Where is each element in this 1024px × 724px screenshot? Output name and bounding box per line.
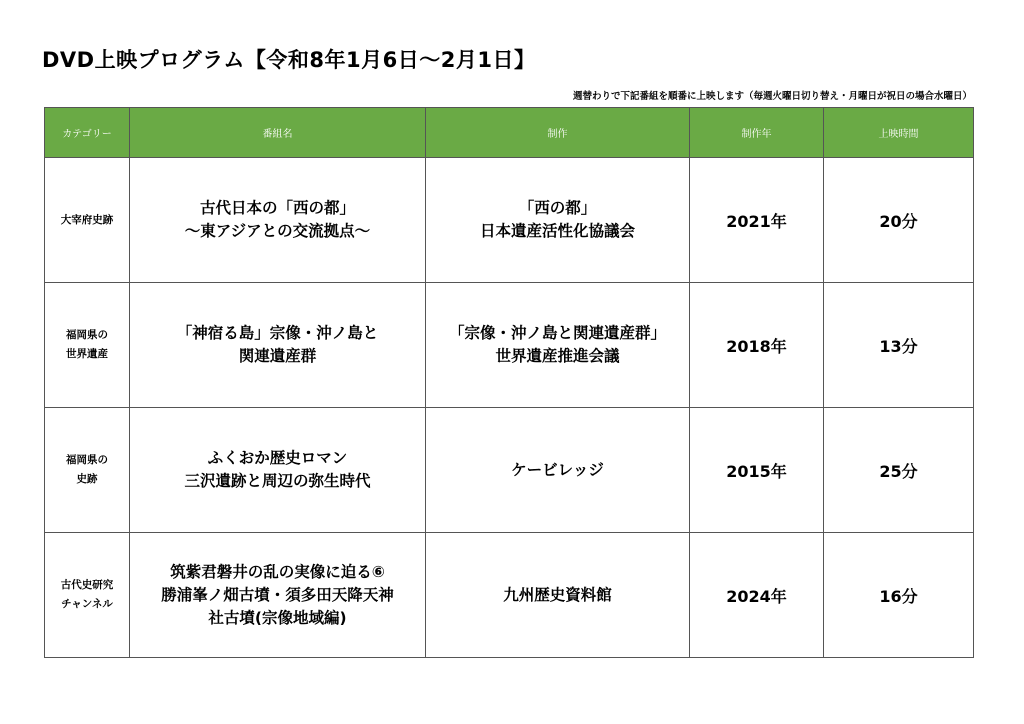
- program-cell: [130, 283, 426, 408]
- program-line: ～東アジアとの交流拠点～: [184, 222, 371, 240]
- header-year: 制作年: [690, 108, 824, 158]
- category-line: 福岡県の: [66, 454, 108, 466]
- producer-line: 世界遺産推進会議: [495, 347, 620, 365]
- program-line: 「神宿る島」宗像・沖ノ島と: [176, 324, 379, 342]
- program-line: 三沢遺跡と周辺の弥生時代: [184, 472, 371, 490]
- year-cell: 2024年: [690, 533, 824, 658]
- table-row: [45, 533, 974, 658]
- producer-line: 「宗像・沖ノ島と関連遺産群」: [448, 324, 666, 342]
- table-header-row: [45, 108, 974, 158]
- category-cell: [45, 283, 130, 408]
- duration-cell: 25分: [824, 408, 974, 533]
- program-line: 関連遺産群: [238, 347, 317, 365]
- program-line: 筑紫君磐井の乱の実像に迫る⑥: [170, 562, 385, 581]
- program-line: 古代日本の「西の都」: [199, 199, 355, 217]
- category-line: 史跡: [76, 473, 98, 485]
- category-cell: [45, 408, 130, 533]
- program-line: 社古墳(宗像地域編): [208, 608, 347, 627]
- duration-cell: 20分: [824, 158, 974, 283]
- category-line: 世界遺産: [66, 348, 108, 360]
- table-row: [45, 283, 974, 408]
- duration-cell: 13分: [824, 283, 974, 408]
- header-category: カテゴリー: [45, 108, 130, 158]
- program-line: 勝浦峯ノ畑古墳・須多田天降天神: [161, 585, 394, 604]
- program-cell: [130, 533, 426, 658]
- page-title: DVD上映プログラム【令和8年1月6日～2月1日】: [42, 48, 536, 72]
- producer-line: 九州歴史資料館: [503, 585, 612, 604]
- producer-line: 日本遺産活性化協議会: [479, 222, 635, 240]
- program-table: [44, 107, 974, 658]
- header-producer: 制作: [426, 108, 690, 158]
- category-line: チャンネル: [61, 598, 113, 610]
- year-cell: 2021年: [690, 158, 824, 283]
- producer-cell: [426, 158, 690, 283]
- category-line: 福岡県の: [66, 329, 108, 341]
- category-line: 大宰府史跡: [60, 213, 114, 226]
- program-cell: [130, 158, 426, 283]
- producer-cell: [426, 408, 690, 533]
- category-cell: [45, 158, 130, 283]
- table-row: [45, 158, 974, 283]
- header-program: 番組名: [130, 108, 426, 158]
- table-row: [45, 408, 974, 533]
- duration-cell: 16分: [824, 533, 974, 658]
- producer-line: 「西の都」: [518, 199, 597, 217]
- category-cell: [45, 533, 130, 658]
- program-cell: [130, 408, 426, 533]
- schedule-note: 週替わりで下記番組を順番に上映します（毎週火曜日切り替え・月曜日が祝日の場合水曜日）: [572, 91, 972, 102]
- program-line: ふくおか歴史ロマン: [207, 449, 348, 467]
- producer-cell: [426, 533, 690, 658]
- header-duration: 上映時間: [824, 108, 974, 158]
- category-line: 古代史研究: [60, 579, 114, 591]
- producer-cell: [426, 283, 690, 408]
- year-cell: 2015年: [690, 408, 824, 533]
- year-cell: 2018年: [690, 283, 824, 408]
- producer-line: ケービレッジ: [511, 460, 604, 479]
